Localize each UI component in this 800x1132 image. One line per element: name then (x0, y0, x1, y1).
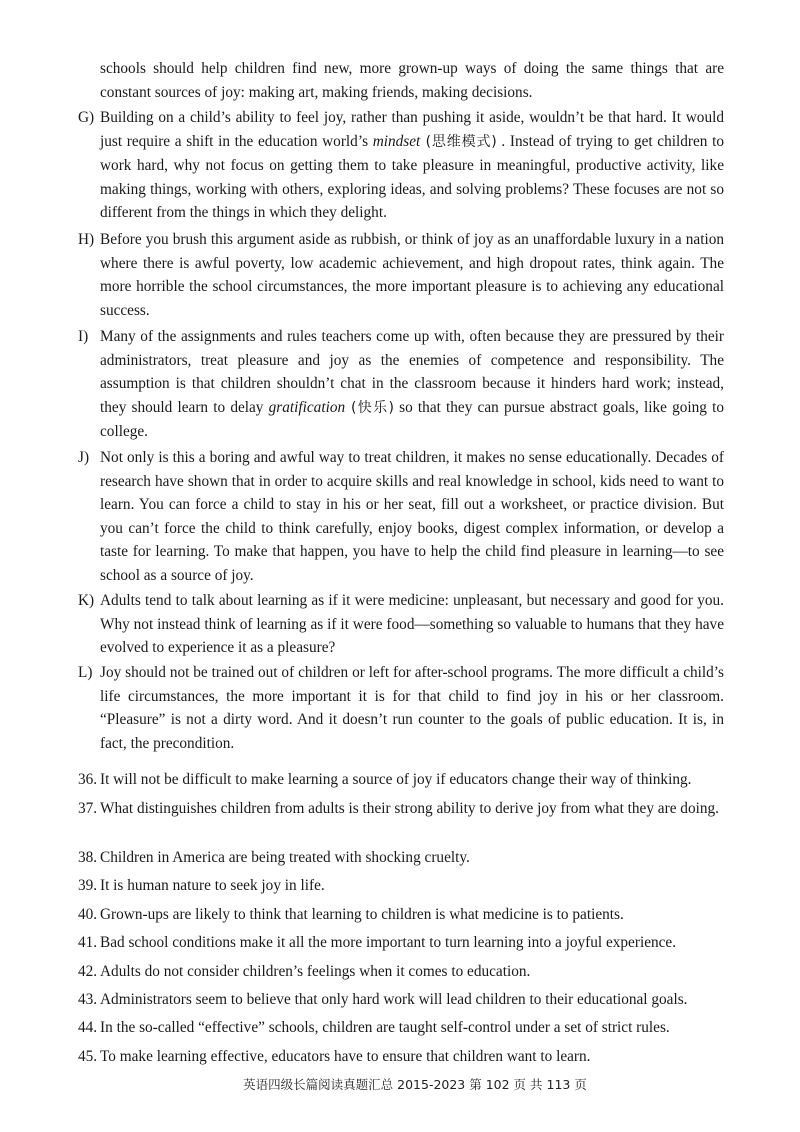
question-number: 45. (78, 1048, 98, 1065)
paragraph-body: Joy should not be trained out of children or left for after-school programs. The more difficult a child’s life circumstances, the more important it is for that child to find joy in his or her classroom. “Pleasure” is not a dirty word. And it doesn’t run counter to the goals of public education. It is, in fact, the precondition. (100, 664, 724, 752)
paragraph-l (78, 661, 724, 755)
question-text: It will not be difficult to make learning a source of joy if educators change their way of thinking. (100, 771, 692, 788)
question-text: Bad school conditions make it all the more important to turn learning into a joyful experience. (100, 934, 677, 951)
text-segment: . Instead of trying to get children to work hard, why not focus on getting them to take pleasure in meaningful, productive activity, like making things, working with others, exploring ideas, and solving problems? These focuses are not so different from the things in which they delight. (100, 132, 724, 222)
paragraph-f-continuation: schools should help children find new, more grown-up ways of doing the same things that are constant sources of joy: making art, making friends, making decisions. (100, 60, 724, 101)
paragraph-label: G) (78, 109, 95, 126)
question-43 (78, 988, 728, 1012)
paragraph-body: Adults tend to talk about learning as if it were medicine: unpleasant, but necessary and good for you. Why not instead think of learning as if it were food—something so valuable to humans that they have evolved to experience it as a pleasure? (100, 592, 724, 657)
paragraph-label: I) (78, 328, 89, 345)
paragraph-j (78, 446, 724, 588)
paragraph-body: Before you brush this argument aside as rubbish, or think of joy as an unaffordable luxury in a nation where there is awful poverty, low academic achievement, and high dropout rates, think again. The more horrible the school circumstances, the more important pleasure is to achieving any educational success. (100, 231, 724, 319)
question-number: 41. (78, 934, 98, 951)
question-text: Adults do not consider children’s feelings when it comes to education. (100, 963, 531, 980)
question-text: Administrators seem to believe that only hard work will lead children to their educational goals. (100, 991, 688, 1008)
question-42 (78, 960, 728, 984)
question-text: Grown-ups are likely to think that learning to children is what medicine is to patients. (100, 906, 624, 923)
question-45 (78, 1045, 728, 1069)
question-number: 43. (78, 991, 98, 1008)
paragraph-label: L) (78, 664, 93, 681)
question-text: To make learning effective, educators have to ensure that children want to learn. (100, 1048, 591, 1065)
question-39 (78, 874, 728, 898)
paragraph-body (100, 325, 724, 444)
paragraph-label: H) (78, 231, 95, 248)
paragraph-label: J) (78, 449, 90, 466)
question-number: 36. (78, 771, 98, 788)
question-37 (78, 797, 728, 821)
paragraph-body (100, 106, 724, 225)
paragraph-body: Not only is this a boring and awful way to treat children, it makes no sense educationally. Decades of research have shown that in order to acquire skills and real knowledge in school, kids need to want to learn. You can force a child to stay in his or her seat, fill out a worksheet, or practice division. But you can’t force the child to think carefully, enjoy books, digest complex information, or develop a taste for learning. To make that happen, you have to help the child find pleasure in learning—to see school as a source of joy. (100, 449, 724, 584)
paragraph-h (78, 228, 724, 322)
italic-term: mindset (372, 132, 421, 150)
question-38 (78, 846, 728, 870)
paragraph-k (78, 589, 724, 660)
question-36 (78, 768, 728, 792)
question-number: 40. (78, 906, 98, 923)
question-text: What distinguishes children from adults is their strong ability to derive joy from what they are doing. (100, 800, 719, 817)
text-segment: Many of the assignments and rules teachers come up with, often because they are pressured by their administrators, treat pleasure and joy as the enemies of competence and responsibility. The assumption is that children shouldn’t chat in the classroom because it hinders hard work; instead, they should learn to delay (100, 328, 724, 416)
text-segment: so that they can pursue abstract goals, like going to college. (100, 398, 725, 441)
paragraph-i (78, 325, 724, 444)
question-40 (78, 903, 728, 927)
question-number: 42. (78, 963, 98, 980)
question-text: In the so-called “effective” schools, children are taught self-control under a set of strict rules. (100, 1019, 670, 1036)
text-segment: Building on a child’s ability to feel joy, rather than pushing it aside, wouldn’t be that hard. It would just require a shift in the education world’s (100, 109, 724, 150)
question-number: 44. (78, 1019, 98, 1036)
question-text: Children in America are being treated with shocking cruelty. (100, 849, 470, 866)
italic-term: gratification (268, 398, 346, 416)
page-footer: 英语四级长篇阅读真题汇总 2015-2023 第 102 页 共 113 页 (243, 1077, 587, 1092)
chinese-gloss: (快乐) (345, 399, 394, 416)
question-number: 38. (78, 849, 98, 866)
question-41 (78, 931, 728, 955)
question-number: 37. (78, 800, 98, 817)
question-text: It is human nature to seek joy in life. (100, 877, 325, 894)
chinese-gloss: (思维模式) (420, 133, 497, 150)
question-number: 39. (78, 877, 98, 894)
paragraph-label: K) (78, 592, 95, 609)
paragraph-g (78, 106, 724, 225)
question-44 (78, 1016, 728, 1040)
